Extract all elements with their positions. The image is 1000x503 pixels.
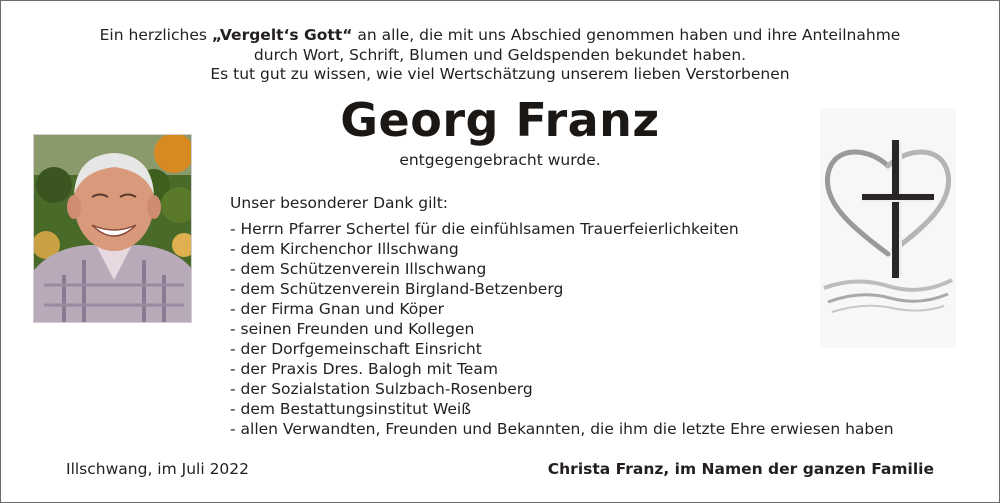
thanks-list [230, 219, 894, 439]
intro-line-2: durch Wort, Schrift, Blumen und Geldspenden bekundet haben. [253, 45, 747, 64]
cross-heart-graphic [820, 108, 956, 348]
list-item: - Herrn Pfarrer Schertel für die einfühlsamen Trauerfeierlichkeiten [230, 220, 739, 238]
cross-heart-icon [820, 108, 956, 348]
list-item: - dem Schützenverein Illschwang [230, 260, 487, 278]
list-item: - der Praxis Dres. Balogh mit Team [230, 360, 498, 378]
list-item: - dem Kirchenchor Illschwang [230, 240, 459, 258]
portrait-image [34, 135, 192, 323]
list-item: - seinen Freunden und Kollegen [230, 320, 475, 338]
list-item: - der Sozialstation Sulzbach-Rosenberg [230, 380, 533, 398]
deceased-name: Georg Franz [340, 93, 660, 147]
intro-line-3: Es tut gut zu wissen, wie viel Wertschätzung unserem lieben Verstorbenen [210, 65, 790, 83]
thanks-section [230, 193, 894, 439]
intro-text [0, 26, 1000, 85]
thanks-heading: Unser besonderer Dank gilt: [230, 194, 448, 212]
intro-line-1 [0, 26, 1000, 46]
intro-bold-phrase: „Vergelt‘s Gott“ [211, 26, 353, 44]
signature: Christa Franz, im Namen der ganzen Familie [547, 460, 934, 478]
list-item: - allen Verwandten, Freunden und Bekannten, die ihm die letzte Ehre erwiesen haben [230, 420, 894, 438]
portrait-photo [33, 134, 192, 323]
after-name-text: entgegengebracht wurde. [399, 151, 601, 169]
intro-before-bold: Ein herzliches [99, 26, 212, 44]
list-item: - der Firma Gnan und Köper [230, 300, 445, 318]
place-date: Illschwang, im Juli 2022 [66, 460, 250, 478]
list-item: - dem Bestattungsinstitut Weiß [230, 400, 471, 418]
list-item: - dem Schützenverein Birgland-Betzenberg [230, 280, 564, 298]
intro-after-bold: an alle, die mit uns Abschied genommen haben und ihre Anteilnahme [352, 26, 901, 44]
list-item: - der Dorfgemeinschaft Einsricht [230, 340, 482, 358]
